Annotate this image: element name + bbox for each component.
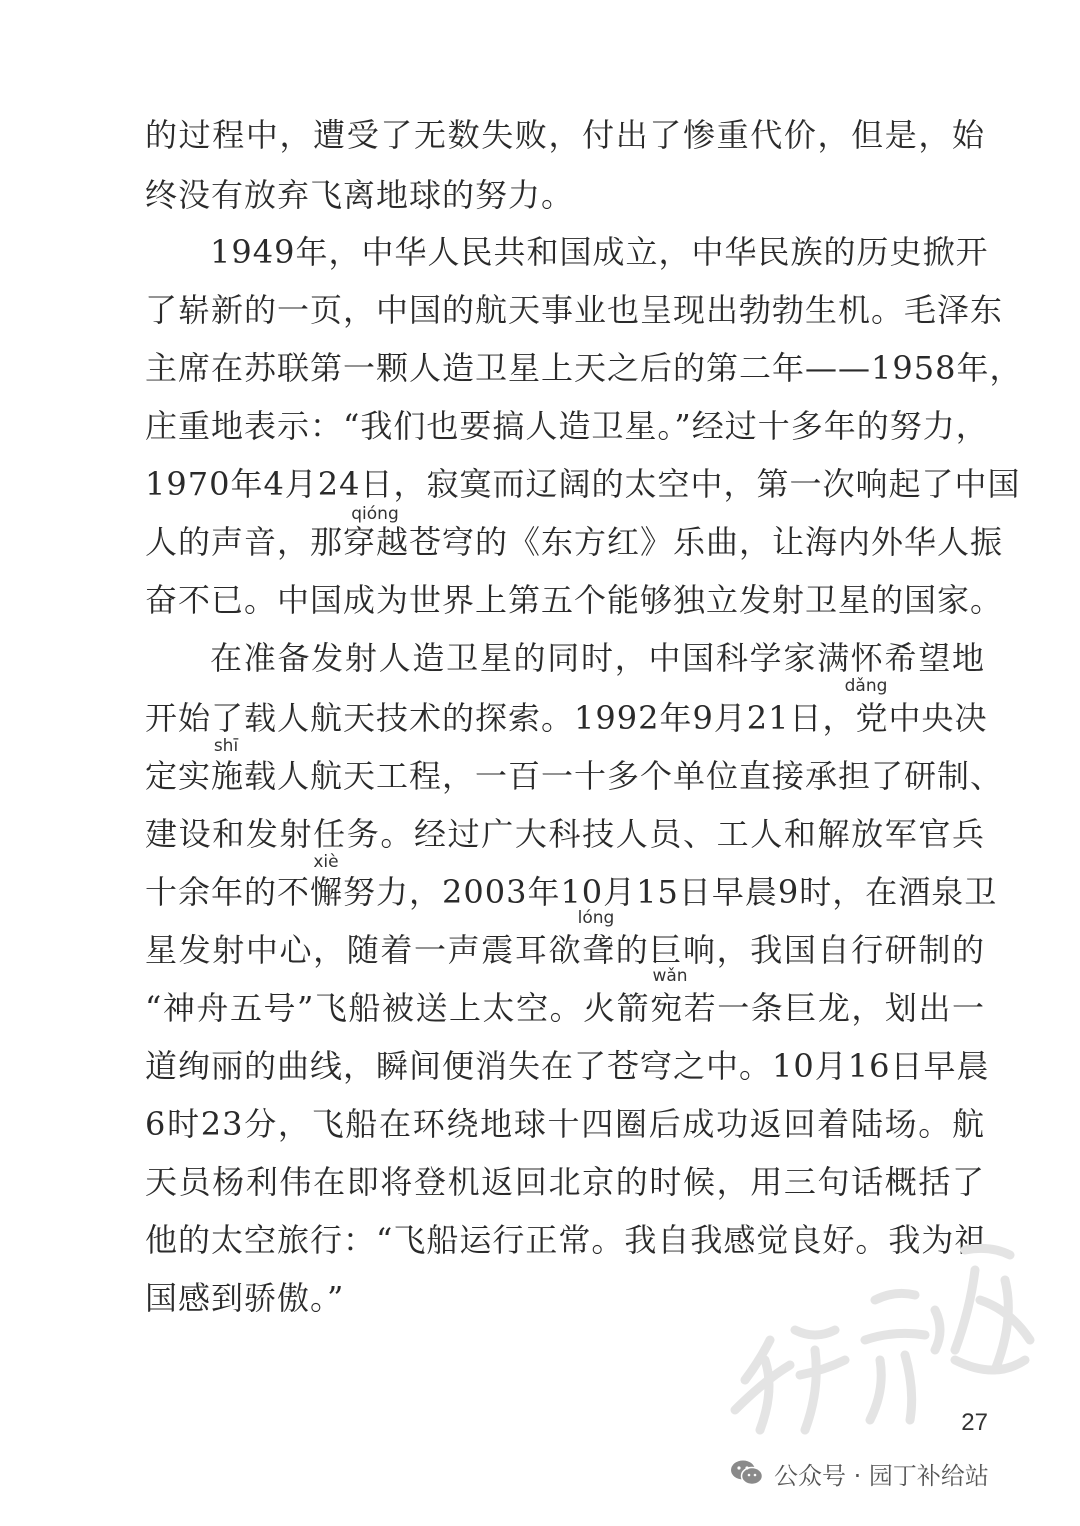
- paragraph-start-line: 1949年，中华人民共和国成立，中华民族的历史掀开: [210, 233, 989, 271]
- text-line: 定实施载人航天工程，一百一十多个单位直接承担了研制、: [145, 757, 1004, 795]
- text-line: 十余年的不懈努力，2003年10月15日早晨9时，在酒泉卫: [145, 873, 998, 911]
- pinyin-annotation: lóng: [577, 908, 615, 928]
- text-line: 道绚丽的曲线，瞬间便消失在了苍穹之中。10月16日早晨: [145, 1047, 990, 1085]
- text-line: 天员杨利伟在即将登机返回北京的时候，用三句话概括了: [145, 1163, 985, 1201]
- text-line: 国感到骄傲。”: [145, 1279, 345, 1317]
- text-line: 了崭新的一页，中国的航天事业也呈现出勃勃生机。毛泽东: [145, 291, 1004, 329]
- text-line: 开始了载人航天技术的探索。1992年9月21日，党中央决: [145, 699, 988, 737]
- pinyin-annotation: xiè: [313, 852, 339, 872]
- page-number: 27: [961, 1409, 988, 1436]
- pinyin-annotation: wǎn: [652, 966, 688, 986]
- text-line: 星发射中心，随着一声震耳欲聋的巨响，我国自行研制的: [145, 931, 985, 969]
- text-line: 人的声音，那穿越苍穹的《东方红》乐曲，让海内外华人振: [145, 523, 1004, 561]
- text-line: 奋不已。中国成为世界上第五个能够独立发射卫星的国家。: [145, 581, 1004, 619]
- text-line: 主席在苏联第一颗人造卫星上天之后的第二年——1958年，: [145, 349, 1023, 387]
- wechat-account-footer: [730, 1453, 1060, 1493]
- paragraph-start-line: 在准备发射人造卫星的同时，中国科学家满怀希望地: [210, 639, 985, 677]
- pinyin-annotation: shī: [213, 736, 239, 756]
- text-line: 他的太空旅行：“飞船运行正常。我自我感觉良好。我为祖: [145, 1221, 988, 1259]
- text-line: 的过程中，遭受了无数失败，付出了惨重代价，但是，始: [145, 116, 985, 154]
- pinyin-annotation: qióng: [351, 504, 399, 524]
- text-line: 庄重地表示：“我们也要搞人造卫星。”经过十多年的努力，: [145, 407, 989, 445]
- pinyin-annotation: dǎng: [844, 676, 888, 696]
- text-line: 1970年4月24日，寂寞而辽阔的太空中，第一次响起了中国: [145, 465, 1021, 503]
- text-line: 6时23分，飞船在环绕地球十四圈后成功返回着陆场。航: [145, 1105, 985, 1143]
- text-line: “神舟五号”飞船被送上太空。火箭宛若一条巨龙，划出一: [145, 989, 985, 1027]
- text-line: 终没有放弃飞离地球的努力。: [145, 176, 575, 214]
- wechat-icon: [730, 1459, 764, 1487]
- text-line: 建设和发射任务。经过广大科技人员、工人和解放军官兵: [145, 815, 985, 853]
- wechat-account-label: 公众号 · 园丁补给站: [774, 1461, 989, 1490]
